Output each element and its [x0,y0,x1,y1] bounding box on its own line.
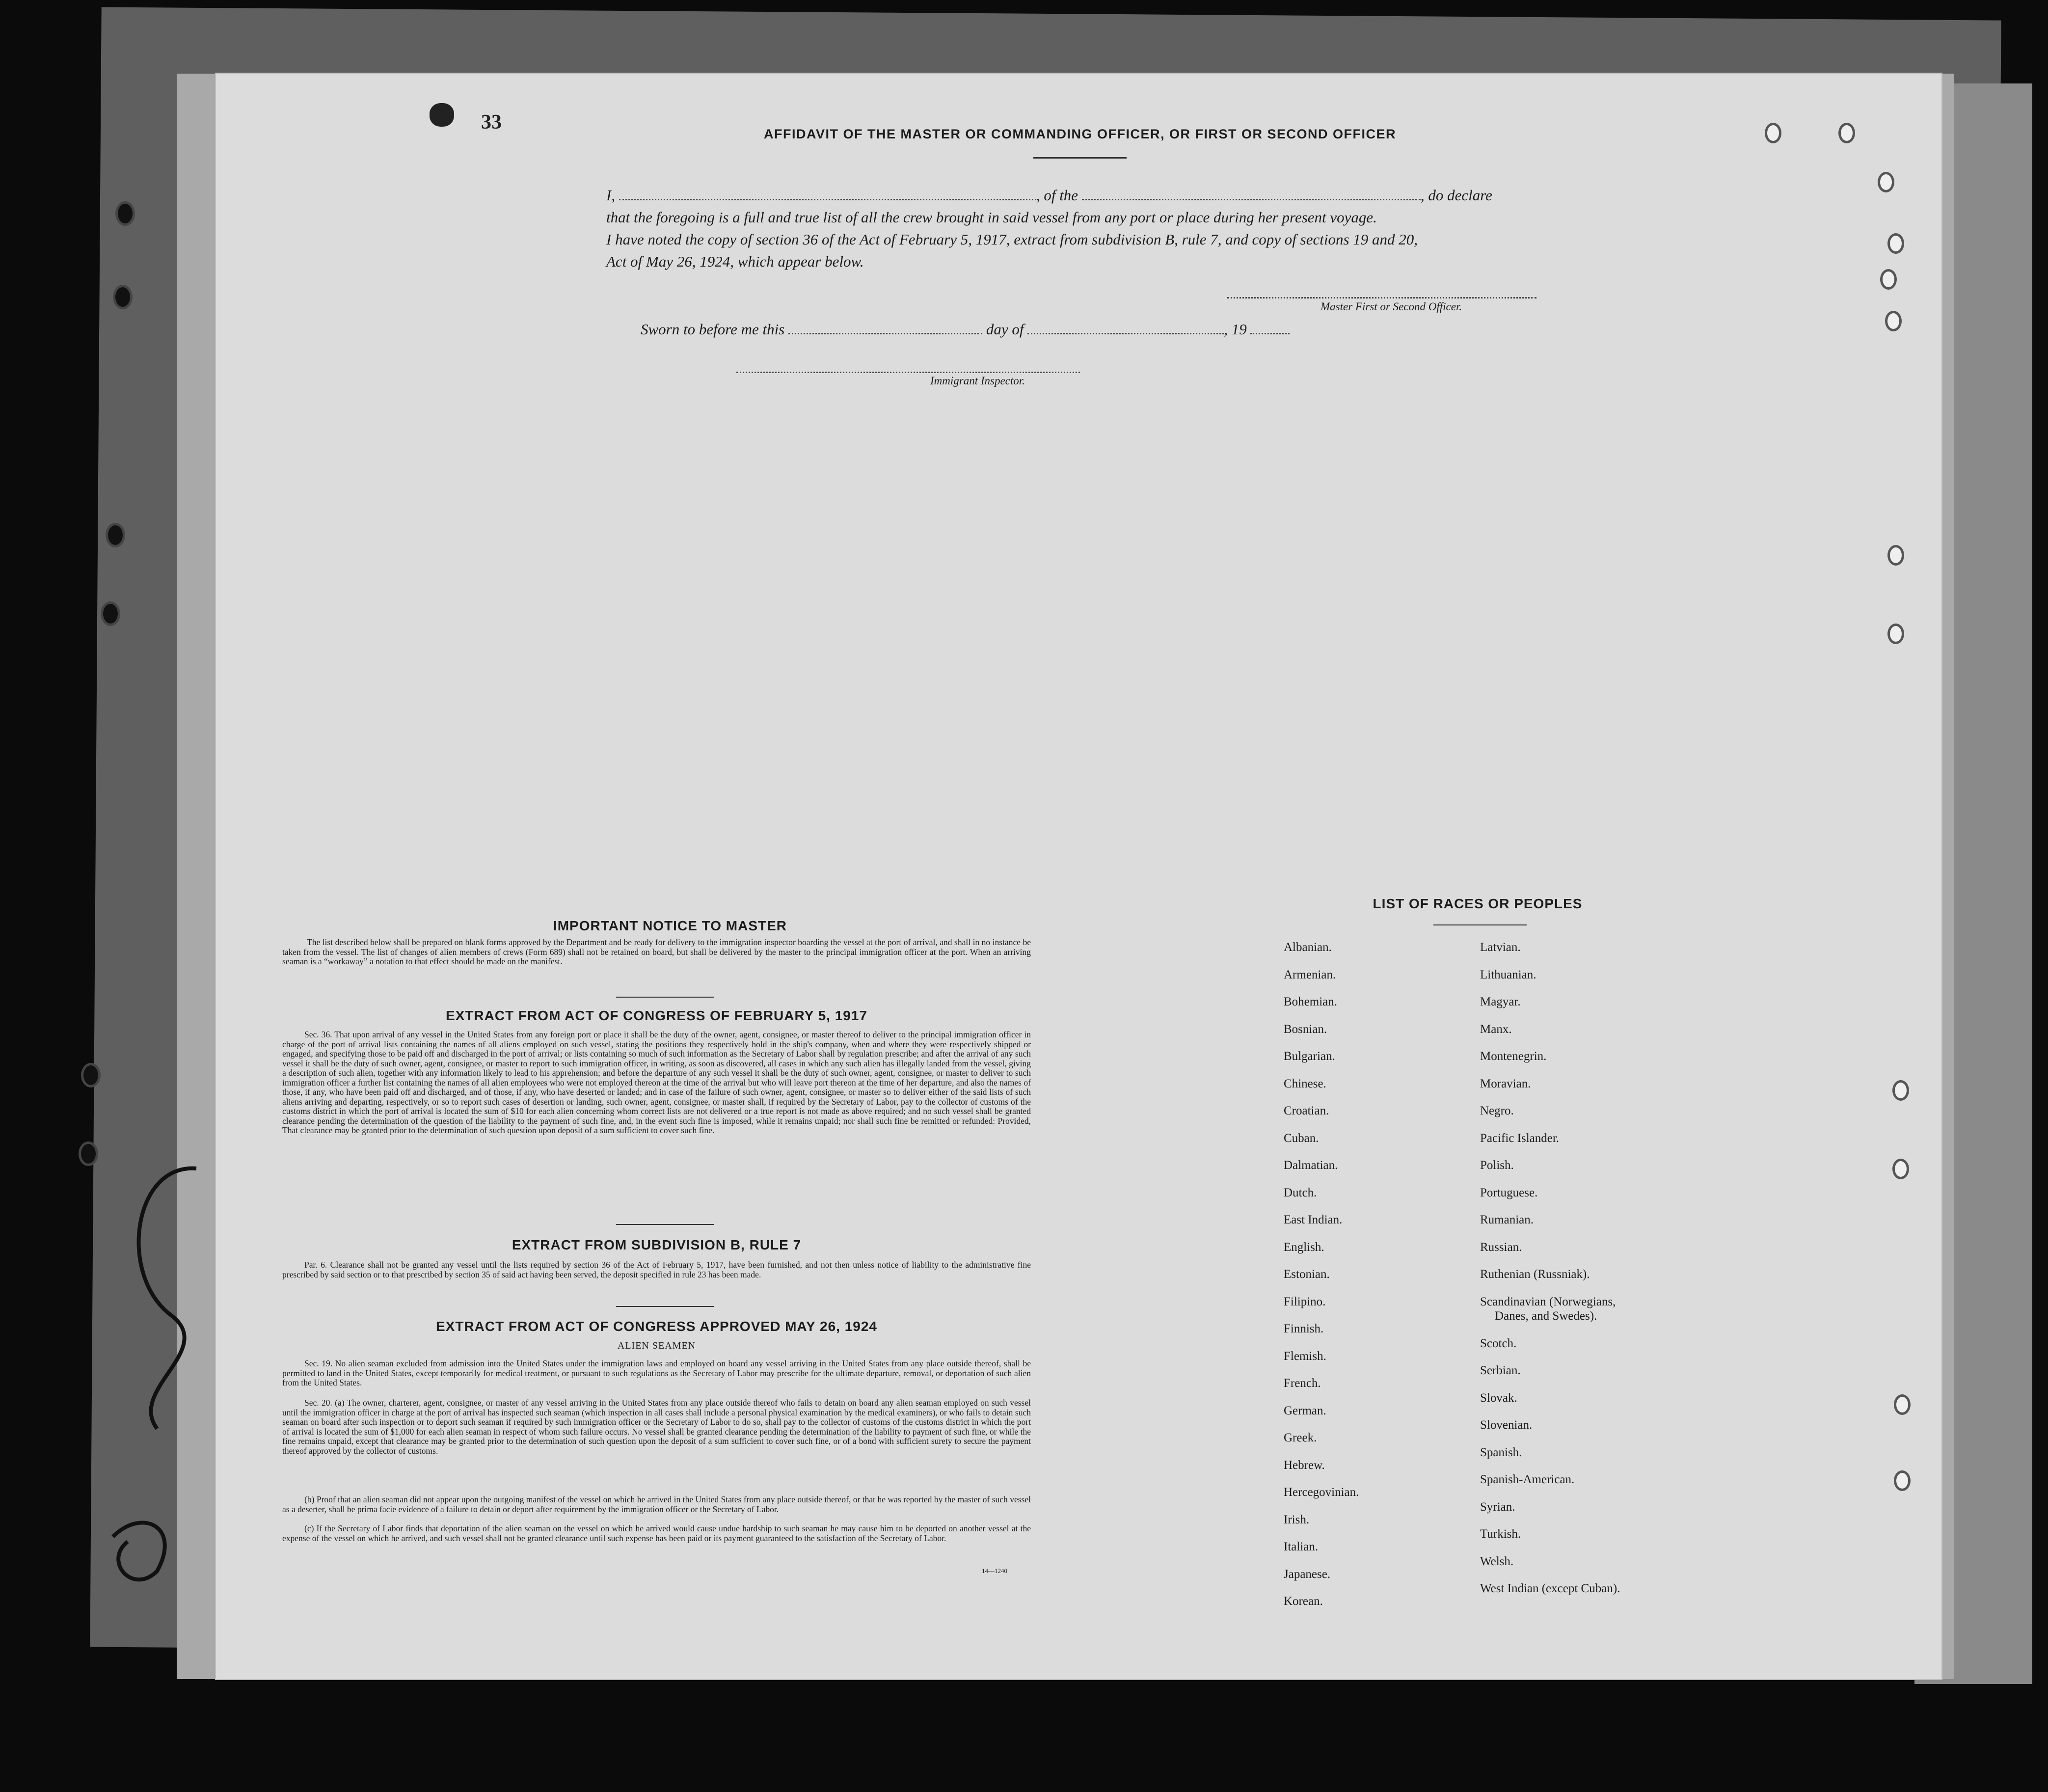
affidavit-i: I, [606,187,616,204]
race-item: English. [1284,1240,1324,1254]
alien-seamen-subheading: ALIEN SEAMEN [617,1340,696,1351]
vessel-blank[interactable] [1082,187,1421,200]
sec20b-text: (b) Proof that an alien seaman did not appear upon the outgoing manifest of the vessel on which he arrived in the United States from any place outside thereof, or that he was reported by the master of such vessel as a deserter, shall be prima facie evidence of a failure to detain or deport after requirement by the immigration officer or the Secretary of Labor. [282,1494,1031,1514]
race-item: Korean. [1284,1595,1323,1608]
race-item: Welsh. [1480,1554,1514,1568]
race-item: Armenian. [1284,968,1336,981]
race-item: Scotch. [1480,1336,1517,1350]
race-item: Latvian. [1480,941,1521,954]
race-item: Greek. [1284,1431,1317,1444]
binder-hole [1894,1470,1911,1491]
notice-text: The list described below shall be prepared on blank forms approved by the Department and be ready for delivery to the immigration inspector boarding the vessel at the port of arrival, and shall in no instance be taken from the vessel. The list of changes of alien members of crews (Form 689) shall not be retained on board, but shall be delivered by the master to the principal immigration officer at the port. When an arriving seaman is a “workaway” a notation to that effect should be made on the manifest. [282,937,1031,966]
affidavit-declare: , do declare [1420,187,1492,204]
race-item: Spanish. [1480,1445,1522,1459]
sworn-line [641,321,1290,338]
inspector-label: Immigrant Inspector. [930,375,1025,387]
race-item: Spanish-American. [1480,1473,1575,1486]
race-item: Bulgarian. [1284,1050,1335,1063]
binder-hole [81,1063,101,1087]
stamp-number: 33 [481,111,502,134]
races-right-column [1480,940,1620,1609]
binder-hole [1887,545,1904,566]
race-item: Moravian. [1480,1077,1531,1090]
affidavit-line-3: I have noted the copy of section 36 of the Act of February 5, 1917, extract from subdivision B, rule 7, and copy of sections 19 and 20, [606,231,1418,248]
sec20a-text: Sec. 20. (a) The owner, charterer, agent, consignee, or master of any vessel arriving in the United States from any place outside thereof who fails to detain on board any alien seaman employed on such vessel until the immigration officer in charge at the port of arrival has inspected such seaman (which inspection in all cases shall include a personal physical examination by the medical examiners), or who fails to detain such seaman on board after such inspection or to deport such seaman if required by such immigration officer or the Secretary of Labor to do so, shall pay to the collector of customs of the customs district in which the port of arrival is located the sum of $1,000 for each alien seaman in respect of whom such failure occurs. No vessel shall be granted clearance pending the determination of the liability to payment of such fine, or while the fine remains unpaid, except that clearance may be granted prior to the determination of such question upon the deposit of a sum sufficient to cover such fine, or of a bond with sufficient surety to secure the payment thereof approved by the collector of customs. [282,1398,1031,1456]
divider [616,1306,714,1307]
race-item: Negro. [1480,1104,1514,1117]
binder-hole [1765,123,1781,143]
extract-rule7-heading: EXTRACT FROM SUBDIVISION B, RULE 7 [512,1237,802,1252]
race-item: Italian. [1284,1540,1319,1553]
race-item: Serbian. [1480,1364,1521,1377]
race-item: Hercegovinian. [1284,1486,1359,1499]
inspector-signature-line[interactable] [736,372,1080,373]
race-item: Polish. [1480,1159,1514,1172]
binder-hole [1892,1080,1909,1101]
race-item: Magyar. [1480,995,1521,1008]
race-item: Dalmatian. [1284,1159,1338,1172]
ink-blot [430,103,454,127]
race-item: Rumanian. [1480,1213,1534,1226]
divider [1433,924,1527,925]
race-item: Manx. [1480,1022,1512,1036]
race-item: Albanian. [1284,941,1332,954]
race-item: Russian. [1480,1240,1522,1254]
race-item: Finnish. [1284,1322,1324,1335]
day-of-label: day of [986,321,1024,338]
race-item: Chinese. [1284,1077,1326,1090]
race-item: Hebrew. [1284,1458,1325,1472]
binder-hole [1885,311,1902,331]
master-signature-line[interactable] [1227,297,1536,299]
race-item: Dutch. [1284,1186,1317,1199]
sworn-year-blank[interactable] [1250,321,1290,334]
race-item: Scandinavian (Norwegians, [1480,1295,1616,1308]
extract-1917-text: Sec. 36. That upon arrival of any vessel in the United States from any foreign port or place it shall be the duty of the owner, agent, consignee, or master thereof to deliver to the principal immigration officer in charge of the port of arrival lists containing the names of all aliens employed on such vessel, stating the positions they respectively hold in the ship's company, when and where they were respectively shipped or engaged, and specifying those to be paid off and discharged in the port of arrival; or lists containing so much of such information as the Secretary of Labor shall by regulation prescribe; and after the arrival of any such vessel it shall be the duty of such owner, agent, consignee, or master to report to such immigration officer, in writing, as soon as discovered, all cases in which any such alien has illegally landed from the vessel, giving a description of such alien, together with any information likely to lead to his apprehension; and before the departure of any such vessel it shall be the duty of such owner, agent, consignee, or master to deliver to such immigration officer a further list containing the names of all alien employees who were not employed thereon at the time of the arrival but who will leave port thereon at the time of her departure, and also the names of those, if any, who have been paid off and discharged, and of those, if any, who have deserted or landed; and in case of the failure of such owner, agent, consignee, or master so to deliver either of the said lists of such aliens arriving and departing, respectively, or so to report such cases of desertion or landing, such owner, agent, consignee, or master shall, if required by the Secretary of Labor, pay to the collector of customs of the customs district in which the port of arrival is located the sum of $10 for each alien concerning whom correct lists are not delivered or a true report is not made as above required; and no such vessel shall be granted clearance pending the determination of the question of the liability to the payment of such fine, and, in the event such fine is imposed, while it remains unpaid; nor shall such fine be remitted or refunded: Provided, That clearance may be granted prior to the determination of such question upon deposit of a sum sufficient to cover such fine. [282,1030,1031,1135]
binder-hole [1892,1159,1909,1179]
race-item: Bosnian. [1284,1022,1327,1036]
sworn-label: Sworn to before me this [641,321,785,338]
race-item: Pacific Islander. [1480,1131,1560,1145]
extract-rule7-text: Par. 6. Clearance shall not be granted any vessel until the lists required by section 36 of the Act of February 5, 1917, have been furnished, and not then unless notice of liability to the administrative fine prescribed by said section or to that prescribed by section 35 of said act having been served, the deposit specified in rule 23 has been made. [282,1260,1031,1279]
race-item: West Indian (except Cuban). [1480,1582,1620,1595]
binder-hole [1878,172,1894,192]
race-item: Portuguese. [1480,1186,1538,1199]
binder-hole [113,285,133,309]
race-item: East Indian. [1284,1213,1343,1226]
affidavit-line-2: that the foregoing is a full and true list of all the crew brought in said vessel from any port or place during her present voyage. [606,209,1377,226]
binder-hole [1887,624,1904,644]
binder-hole [106,523,125,547]
affidavit-line-1 [606,187,1492,204]
year-label: , 19 [1224,321,1247,338]
race-item: Ruthenian (Russniak). [1480,1268,1590,1281]
race-item: Syrian. [1480,1500,1515,1514]
sworn-month-blank[interactable] [1027,321,1224,334]
name-blank[interactable] [619,187,1036,200]
race-item: Lithuanian. [1480,968,1536,981]
extract-1917-heading: EXTRACT FROM ACT OF CONGRESS OF FEBRUARY 5, 1917 [445,1008,868,1023]
race-item: Croatian. [1284,1104,1329,1117]
race-item: Flemish. [1284,1349,1326,1363]
form-number: 14—1240 [982,1567,1007,1575]
notice-heading: IMPORTANT NOTICE TO MASTER [553,918,787,933]
race-item: Japanese. [1284,1567,1331,1581]
binder-hole [101,601,120,626]
binder-hole [1894,1394,1911,1415]
race-item: Bohemian. [1284,995,1338,1008]
race-item: Slovak. [1480,1391,1517,1405]
races-left-column [1284,940,1359,1622]
binder-hole [1887,233,1904,254]
affidavit-of-the: , of the [1036,187,1078,204]
race-item: Danes, and Swedes). [1495,1309,1597,1323]
races-heading: LIST OF RACES OR PEOPLES [1373,896,1583,911]
binder-hole [1838,123,1855,143]
binder-hole [115,201,135,226]
race-item: Estonian. [1284,1268,1330,1281]
extract-1924-heading: EXTRACT FROM ACT OF CONGRESS APPROVED MAY 26, 1924 [436,1319,877,1334]
race-item: Montenegrin. [1480,1050,1547,1063]
race-item: Filipino. [1284,1295,1326,1308]
race-item: Turkish. [1480,1527,1521,1541]
binder-hole [1880,269,1897,290]
divider [616,997,714,998]
sec19-text: Sec. 19. No alien seaman excluded from admission into the United States under the immigration laws and employed on board any vessel arriving in the United States from any place outside thereof, shall be permitted to land in the United States, except temporarily for medical treatment, or pursuant to such regulations as the Secretary of Labor may prescribe for the ultimate departure, removal, or deportation of such alien from the United States. [282,1358,1031,1387]
affidavit-line-4: Act of May 26, 1924, which appear below. [606,253,864,270]
handwritten-mark [74,1154,231,1596]
sworn-day-blank[interactable] [788,321,982,334]
race-item: French. [1284,1377,1321,1390]
race-item: German. [1284,1404,1326,1417]
divider [616,1224,714,1225]
master-signature-label: Master First or Second Officer. [1320,300,1462,313]
race-item: Cuban. [1284,1131,1319,1145]
affidavit-title: AFFIDAVIT OF THE MASTER OR COMMANDING OFFICER, OR FIRST OR SECOND OFFICER [764,127,1396,141]
divider [1033,157,1127,159]
sec20c-text: (c) If the Secretary of Labor finds that deportation of the alien seaman on the vessel on which he arrived would cause undue hardship to such seaman he may cause him to be deported on another vessel at the expense of the vessel on which he arrived, and such vessel shall not be granted clearance until such expense has been paid or its payment guaranteed to the satisfaction of the Secretary of Labor. [282,1523,1031,1543]
race-item: Slovenian. [1480,1418,1533,1432]
race-item: Irish. [1284,1513,1310,1526]
